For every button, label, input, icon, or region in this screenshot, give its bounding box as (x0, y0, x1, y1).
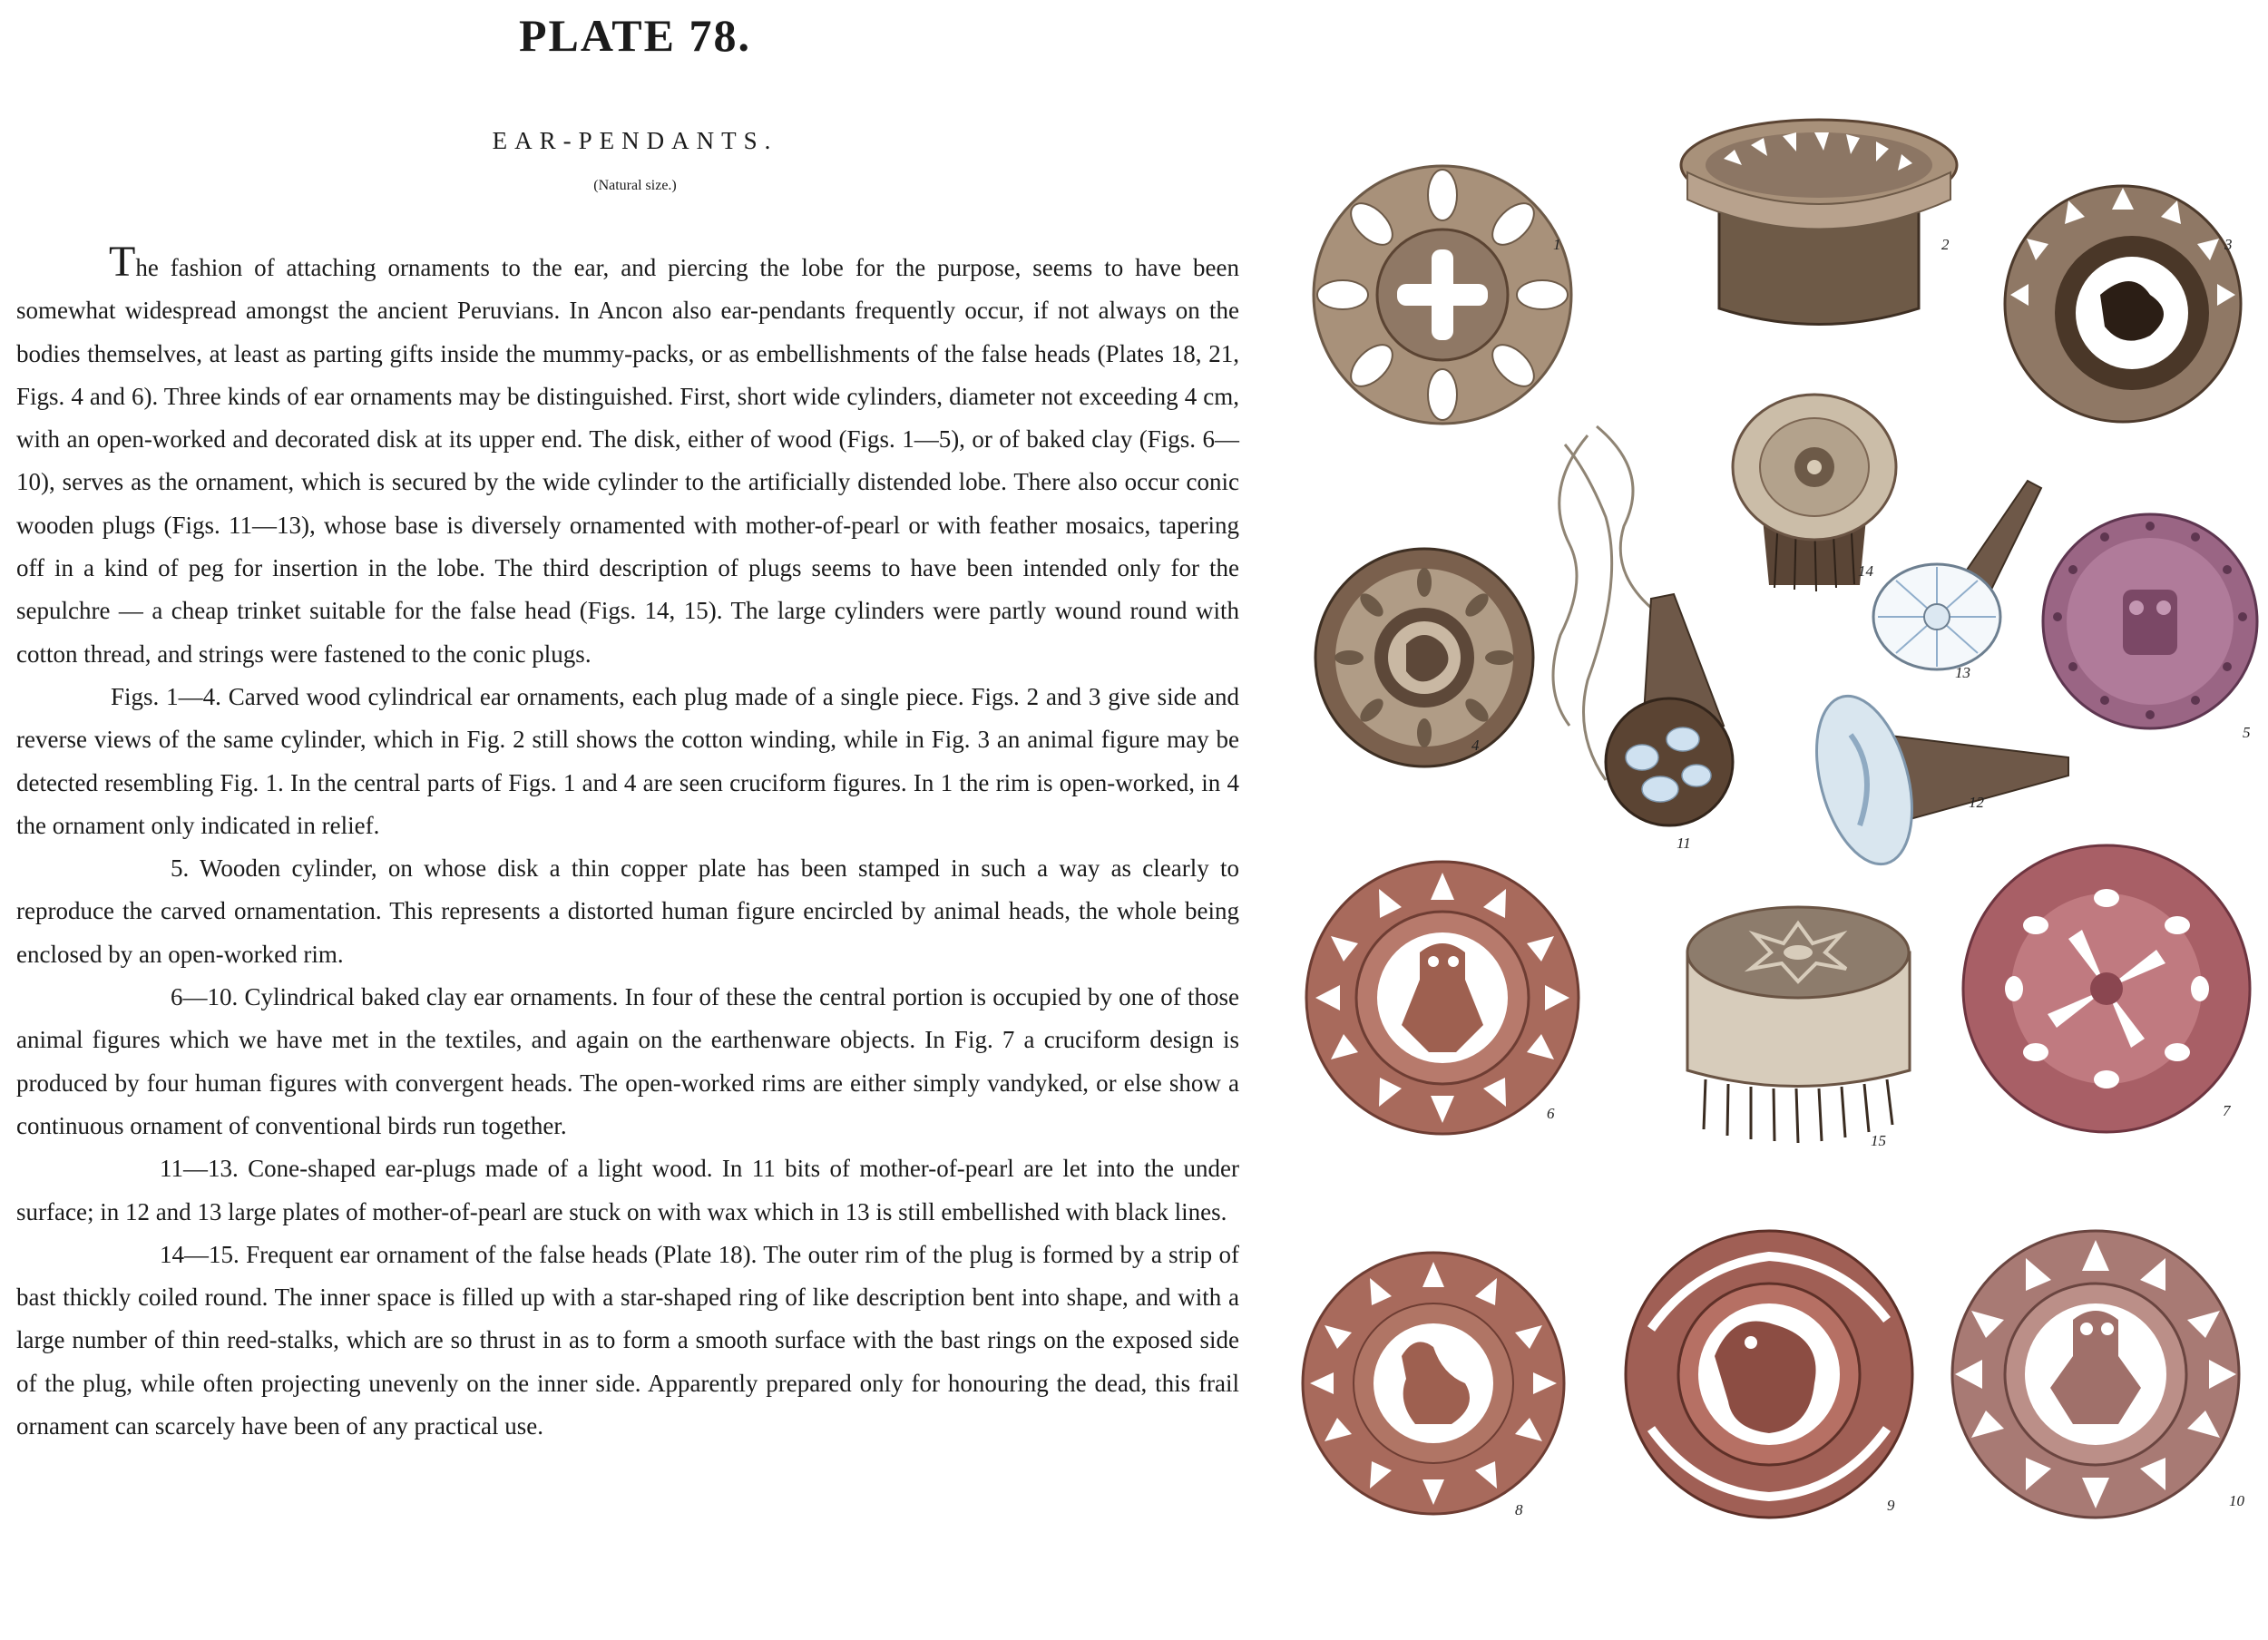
paragraph-figs-11-13: 11—13. Cone-shaped ear-plugs made of a light wood. In 11 bits of mother-of-pearl are let into the under surface; in 12 and 13 large plates of mother-of-pearl are stuck on with wax which in 13 is still embellished with black lines. (16, 1155, 1239, 1225)
figure-5-number: 5 (2243, 724, 2251, 741)
plate-title: PLATE 78. (519, 10, 751, 61)
plate-illustrations (1288, 0, 2268, 1640)
paragraph-fig-5: 5. Wooden cylinder, on whose disk a thin copper plate has been stamped in such a way as clearly to reproduce the carved ornamentation. This represents a distorted human figure encircled by animal heads, the whole being enclosed by an open-worked rim. (16, 854, 1239, 968)
size-note: (Natural size.) (593, 178, 677, 193)
intro-text: he fashion of attaching ornaments to the ear, and piercing the lobe for the purpose, seems to have been somewhat widespread amongst the ancient Peruvians. In Ancon also ear-pendants frequently occur, if not always on the bodies themselves, at least as parting gifts inside the mummy-packs, or as embellishments of the false heads (Plates 18, 21, Figs. 4 and 6). Three kinds of ear ornaments may be distinguished. First, short wide cylinders, diameter not exceeding 4 cm, with an open-worked and decorated disk at its upper end. The disk, either of wood (Figs. 1—5), or of baked clay (Figs. 6—10), serves as the ornament, which is secured by the wide cylinder to the artificially distended lobe. There also occur conic wooden plugs (Figs. 11—13), whose base is diversely ornamented with mother-of-pearl or with feather mosaics, tapering off in a kind of peg for insertion in the lobe. The third description of plugs seems to have been intended only for the sepulchre — a cheap trinket suitable for the false head (Figs. 14, 15). The large cylinders were partly wound round with cotton thread, and strings were fastened to the conic plugs. (16, 254, 1239, 668)
figure-4-relief-disk (1306, 544, 1542, 780)
figure-14-number: 14 (1858, 562, 1873, 580)
figure-6-drawing (1302, 853, 1592, 1143)
figure-13-drawing (1851, 463, 2068, 689)
figure-11-drawing (1524, 417, 1751, 853)
figure-8-number: 8 (1515, 1501, 1523, 1518)
figure-1-carved-disk (1306, 159, 1579, 431)
figure-9-drawing (1615, 1220, 1928, 1533)
figure-11-cone-plug (1524, 417, 1751, 853)
figure-8-clay-animal (1297, 1247, 1579, 1528)
figure-2-drawing (1669, 109, 1978, 345)
intro-paragraph (16, 238, 1239, 676)
figure-9-number: 9 (1887, 1497, 1895, 1514)
paragraph-figs-1-4: Figs. 1—4. Carved wood cylindrical ear ornaments, each plug made of a single piece. Figs. 2 and 3 give side and reverse views of the same cylinder, which in Fig. 2 still shows the cotton winding, while in Fig. 3 an animal figure may be detected resembling Fig. 1. In the central parts of Figs. 1 and 4 are seen cruciform figures. In 1 the rim is open-worked, in 4 the ornament only indicated in relief. (16, 682, 1239, 839)
section-title: EAR-PENDANTS. (492, 127, 778, 154)
figure-6-clay-disk (1302, 853, 1592, 1143)
description-body (16, 238, 1239, 1448)
figure-3-cylinder-reverse (1996, 168, 2259, 440)
figure-11-number: 11 (1677, 835, 1691, 852)
figure-15-bast-reed-plug (1669, 898, 1932, 1161)
figure-1-number: 1 (1553, 236, 1561, 253)
drop-cap: T (109, 238, 136, 286)
figure-15-drawing (1669, 898, 1932, 1161)
paragraph-figs-14-15: 14—15. Frequent ear ornament of the false heads (Plate 18). The outer rim of the plug is formed by a strip of bast thickly coiled round. The inner space is filled up with a star-shaped ring of like description bent into shape, and with a large number of thin reed-stalks, which are so thrust in as to form a smooth surface with the bast rings on the exposed side of the plug, while often projecting unevenly on the inner side. Apparently prepared only for honouring the dead, this frail ornament can scarcely have been of any practical use. (16, 1240, 1239, 1440)
figure-2-number: 2 (1941, 236, 1950, 253)
figure-2-cylinder-side (1669, 109, 1978, 345)
figure-3-drawing (1996, 168, 2259, 440)
figure-10-clay-figure (1937, 1220, 2263, 1533)
figure-9-clay-bird-rim (1615, 1220, 1928, 1533)
figure-13-number: 13 (1955, 664, 1970, 681)
figure-7-drawing (1950, 839, 2263, 1138)
figure-7-clay-cruciform (1950, 839, 2263, 1138)
paragraph-figs-6-10: 6—10. Cylindrical baked clay ear ornaments. In four of these the central portion is occupied by one of those animal figures which we have met in the textiles, and again on the earthenware objects. In Fig. 7 a cruciform design is produced by four human figures with convergent heads. The open-worked rims are either simply vandyked, or else show a continuous ornament of conventional birds run together. (16, 983, 1239, 1139)
figure-4-drawing (1306, 544, 1542, 780)
figure-7-number: 7 (2223, 1102, 2231, 1119)
figure-4-number: 4 (1471, 737, 1480, 754)
figure-10-number: 10 (2229, 1492, 2244, 1509)
figure-13-pearl-cone (1851, 463, 2068, 689)
figure-8-drawing (1297, 1247, 1579, 1528)
figure-1-drawing (1306, 159, 1579, 431)
figure-3-number: 3 (2224, 236, 2233, 253)
figure-10-drawing (1937, 1220, 2263, 1533)
figure-6-number: 6 (1547, 1105, 1555, 1122)
figure-12-number: 12 (1969, 794, 1984, 811)
figure-15-number: 15 (1871, 1132, 1886, 1149)
